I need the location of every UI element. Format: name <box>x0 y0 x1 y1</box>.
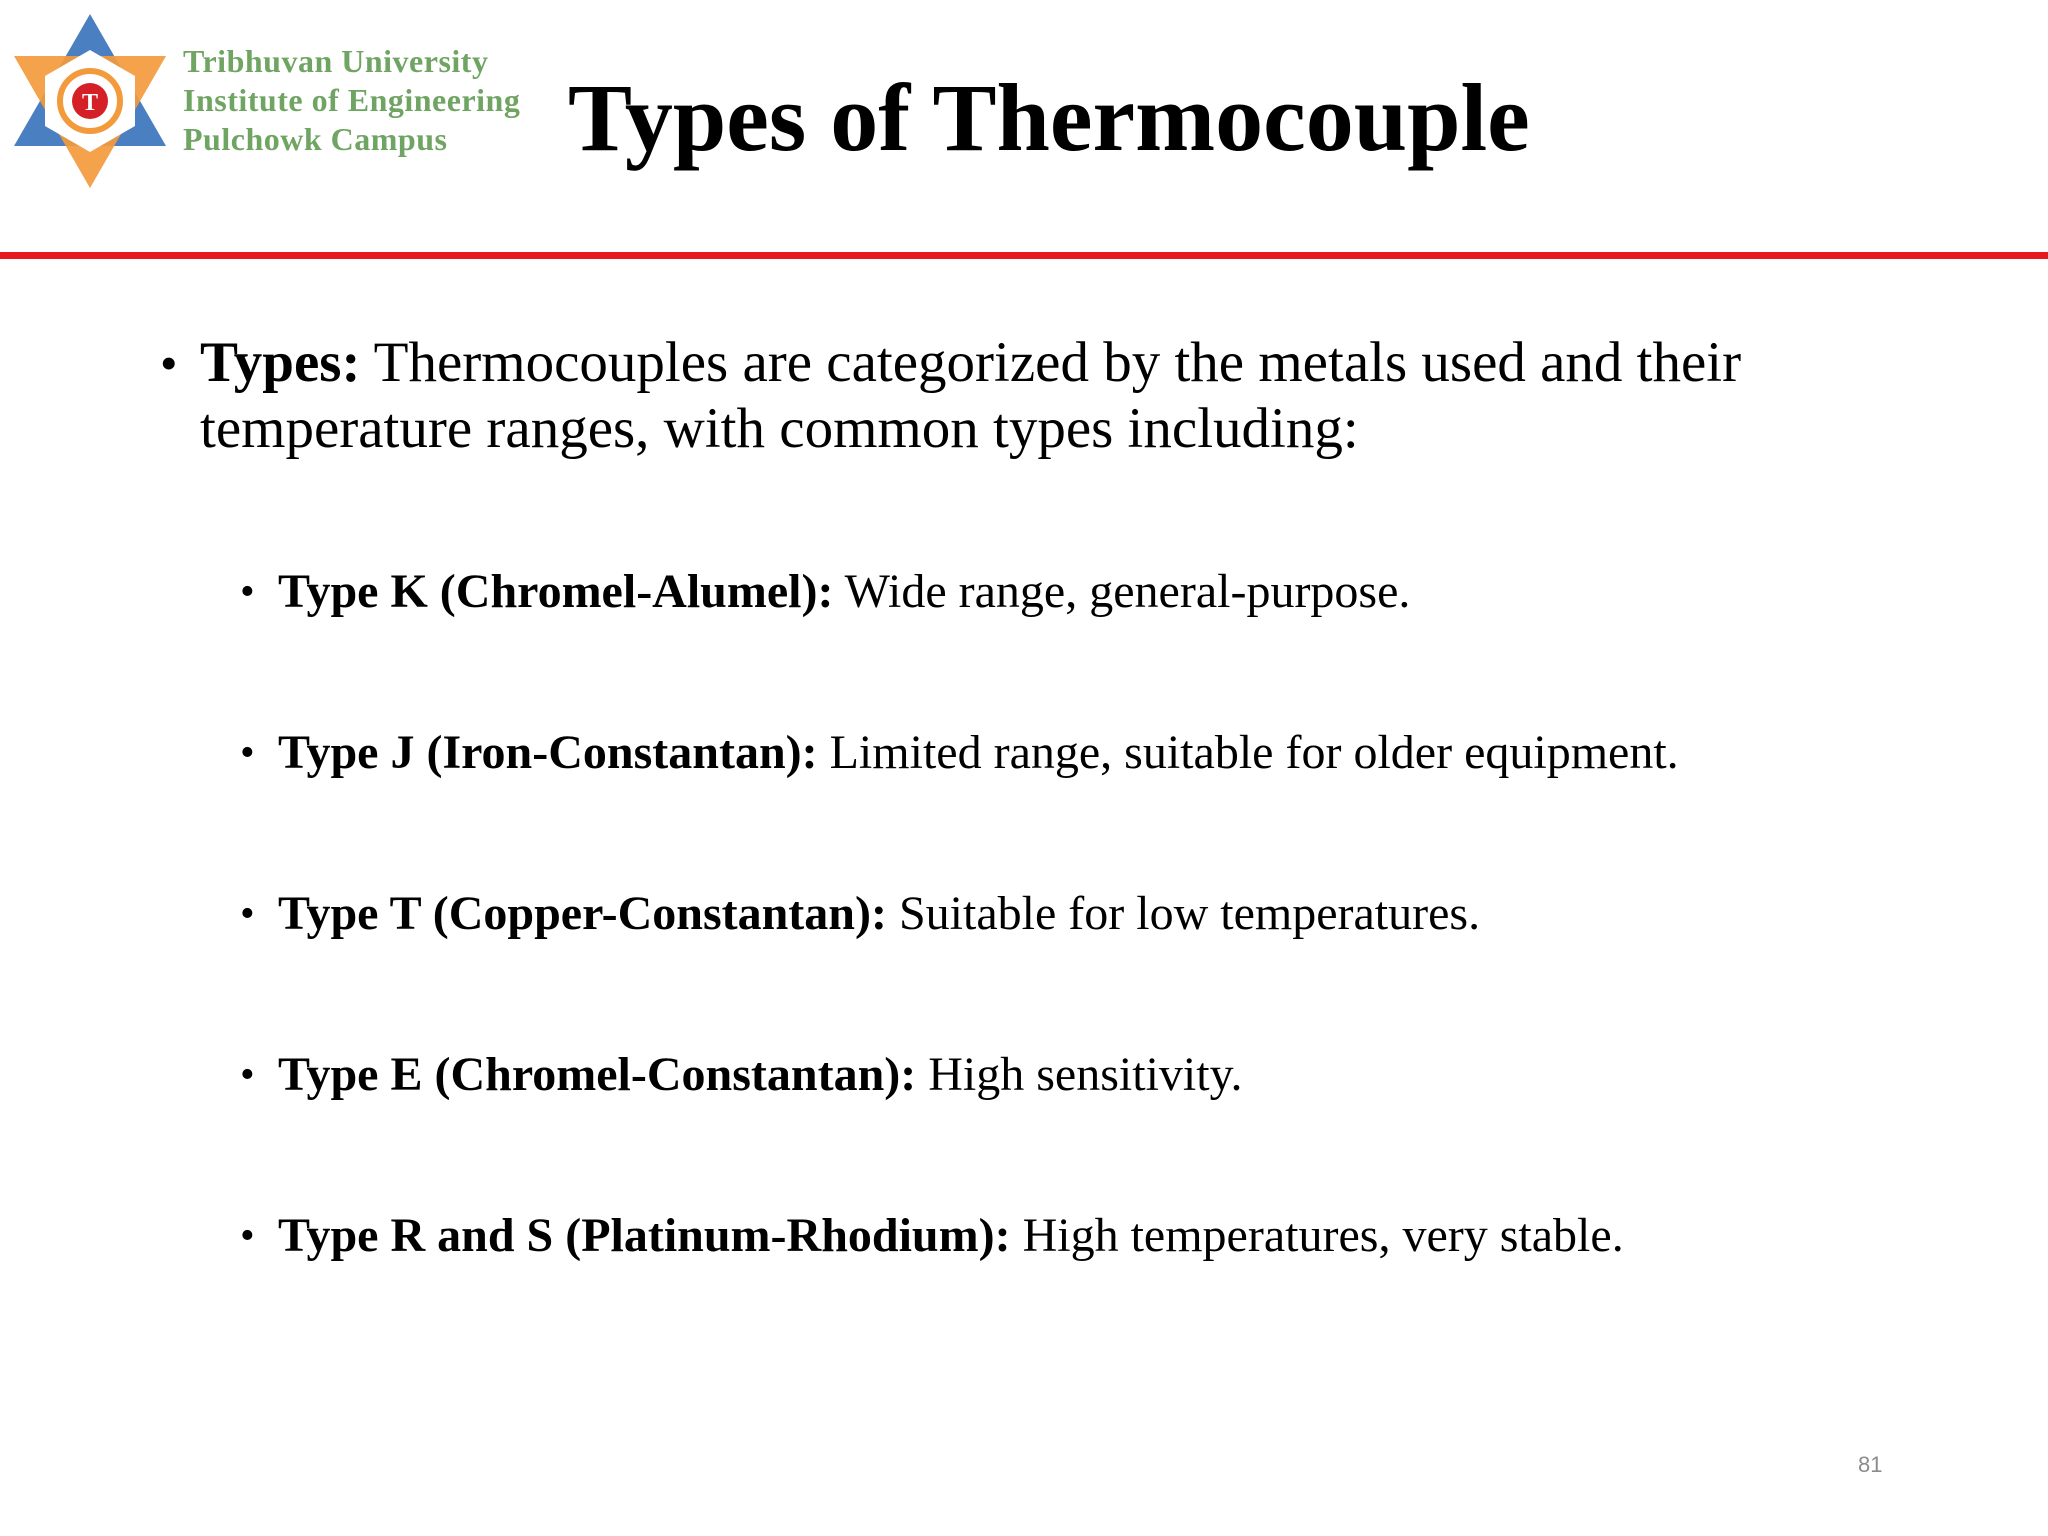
list-item-type-t <box>240 884 1480 944</box>
svg-text:T: T <box>81 90 99 116</box>
list-item-type-k <box>240 562 1410 622</box>
list-item-type-r-s <box>240 1206 1624 1266</box>
institution-line-1: Tribhuvan University <box>183 43 489 79</box>
slide-content <box>160 330 1980 462</box>
university-logo <box>10 10 170 190</box>
institution-line-2: Institute of Engineering <box>183 82 521 118</box>
intro-bullet <box>160 330 1980 462</box>
list-item-term: Type J (Iron-Constantan): <box>278 726 818 779</box>
slide-title: Types of Thermocouple <box>568 64 1530 171</box>
list-item-type-e <box>240 1045 1242 1105</box>
list-item-term: Type E (Chromel-Constantan): <box>278 1048 917 1101</box>
institution-line-3: Pulchowk Campus <box>183 121 448 157</box>
header-divider <box>0 252 2048 259</box>
list-item-text: High sensitivity. <box>916 1048 1243 1101</box>
list-item-term: Type T (Copper-Constantan): <box>278 887 887 940</box>
list-item-term: Type R and S (Platinum-Rhodium): <box>278 1209 1011 1262</box>
list-item-text: Wide range, general-purpose. <box>833 565 1411 618</box>
list-item-text: Limited range, suitable for older equipment. <box>817 726 1679 779</box>
university-emblem-icon <box>10 10 170 190</box>
list-item-text: High temperatures, very stable. <box>1010 1209 1624 1262</box>
list-item-text: Suitable for low temperatures. <box>886 887 1481 940</box>
intro-term: Types: <box>200 331 361 394</box>
list-item-term: Type K (Chromel-Alumel): <box>278 565 834 618</box>
intro-text: Thermocouples are categorized by the metals used and their temperature ranges, with common types including: <box>200 331 1742 460</box>
page-number: 81 <box>1858 1452 1883 1477</box>
list-item-type-j <box>240 723 1679 783</box>
institution-name <box>183 42 520 159</box>
